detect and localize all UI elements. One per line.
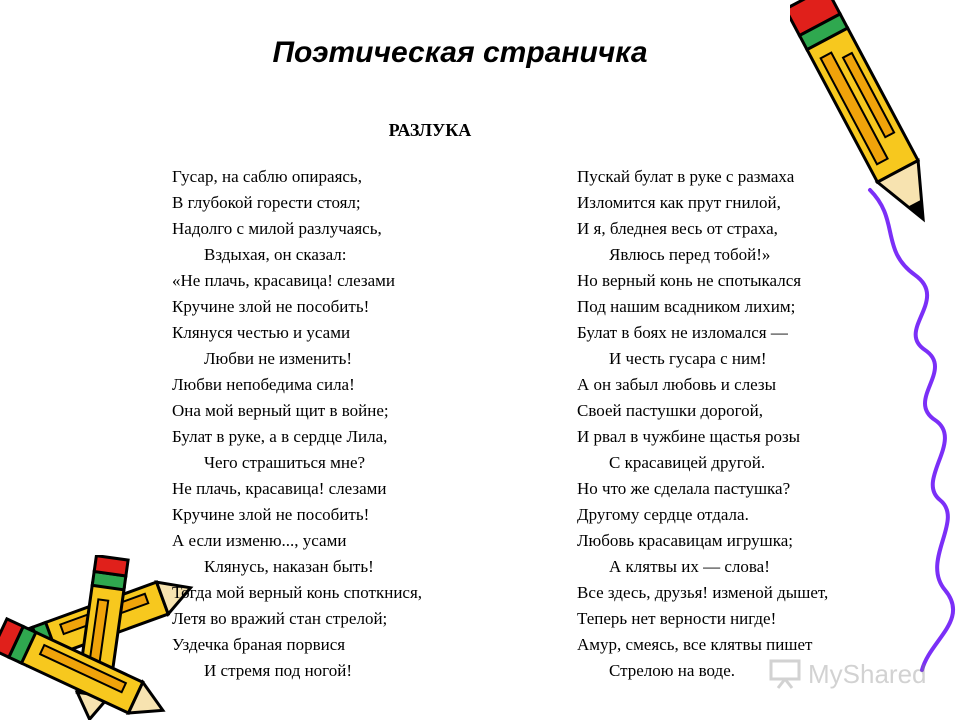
watermark — [768, 654, 938, 694]
poem-line: Своей пастушки дорогой, — [577, 401, 763, 420]
poem-line: Все здесь, друзья! изменой дышет, — [577, 583, 829, 602]
poem-line: Но что же сделала пастушка? — [577, 479, 791, 498]
poem-line: Не плачь, красавица! слезами — [172, 479, 387, 498]
poem-line: Другому сердце отдала. — [577, 505, 749, 524]
pencils-cluster-icon — [0, 555, 200, 720]
poem-line: Любви не изменить! — [204, 349, 353, 368]
poem-line: Тогда мой верный конь споткнися, — [172, 583, 423, 602]
poem-line: Вздыхая, он сказал: — [204, 245, 347, 264]
poem-line: А он забыл любовь и слезы — [577, 375, 777, 394]
poem-line: Но верный конь не спотыкался — [577, 271, 802, 290]
poem-line: Амур, смеясь, все клятвы пишет — [577, 635, 813, 654]
poem-line: Булат в боях не изломался — — [577, 323, 788, 342]
poem-column-right — [577, 164, 937, 684]
poem-line: Теперь нет верности нигде! — [577, 609, 777, 628]
poem-line: Стрелою на воде. — [609, 661, 735, 680]
poem-line: Она мой верный щит в войне; — [172, 401, 389, 420]
poem-line: Пускай булат в руке с размаха — [577, 167, 795, 186]
poem-line: И стремя под ногой! — [204, 661, 352, 680]
poem-line: Булат в руке, а в сердце Лила, — [172, 427, 388, 446]
poem-line: Изломится как прут гнилой, — [577, 193, 781, 212]
page-title: Поэтическая страничка — [272, 36, 648, 69]
poem-line: Летя во вражий стан стрелой; — [172, 609, 388, 628]
poem-title: РАЗЛУКА — [388, 120, 472, 140]
poem-line: Уздечка браная порвися — [172, 635, 346, 654]
poem-line: Клянуся честью и усами — [172, 323, 351, 342]
watermark-text: MyShared — [808, 659, 927, 689]
poem-line: Клянусь, наказан быть! — [204, 557, 374, 576]
poem-line: Любовь красавицам игрушка; — [577, 531, 793, 550]
poem-line: Кручине злой не пособить! — [172, 505, 370, 524]
poem-line: И честь гусара с ним! — [609, 349, 767, 368]
poem-line: «Не плачь, красавица! слезами — [172, 271, 396, 290]
presentation-board-icon — [768, 658, 802, 690]
poem-line: А клятвы их — слова! — [609, 557, 770, 576]
poem-line: Гусар, на саблю опираясь, — [172, 167, 362, 186]
poem-line: А если изменю..., усами — [172, 531, 347, 550]
poem-line: В глубокой горести стоял; — [172, 193, 361, 212]
poem-line: С красавицей другой. — [609, 453, 766, 472]
poem-column-left — [172, 164, 532, 684]
poem-line: Чего страшиться мне? — [204, 453, 366, 472]
poem-line: Под нашим всадником лихим; — [577, 297, 796, 316]
poem-line: Кручине злой не пособить! — [172, 297, 370, 316]
poem-line: И я, бледнея весь от страха, — [577, 219, 778, 238]
poem-line: Любви непобедима сила! — [172, 375, 355, 394]
poem-line: И рвал в чужбине щастья розы — [577, 427, 801, 446]
poem-line: Надолго с милой разлучаясь, — [172, 219, 382, 238]
poem-line: Явлюсь перед тобой!» — [609, 245, 771, 264]
